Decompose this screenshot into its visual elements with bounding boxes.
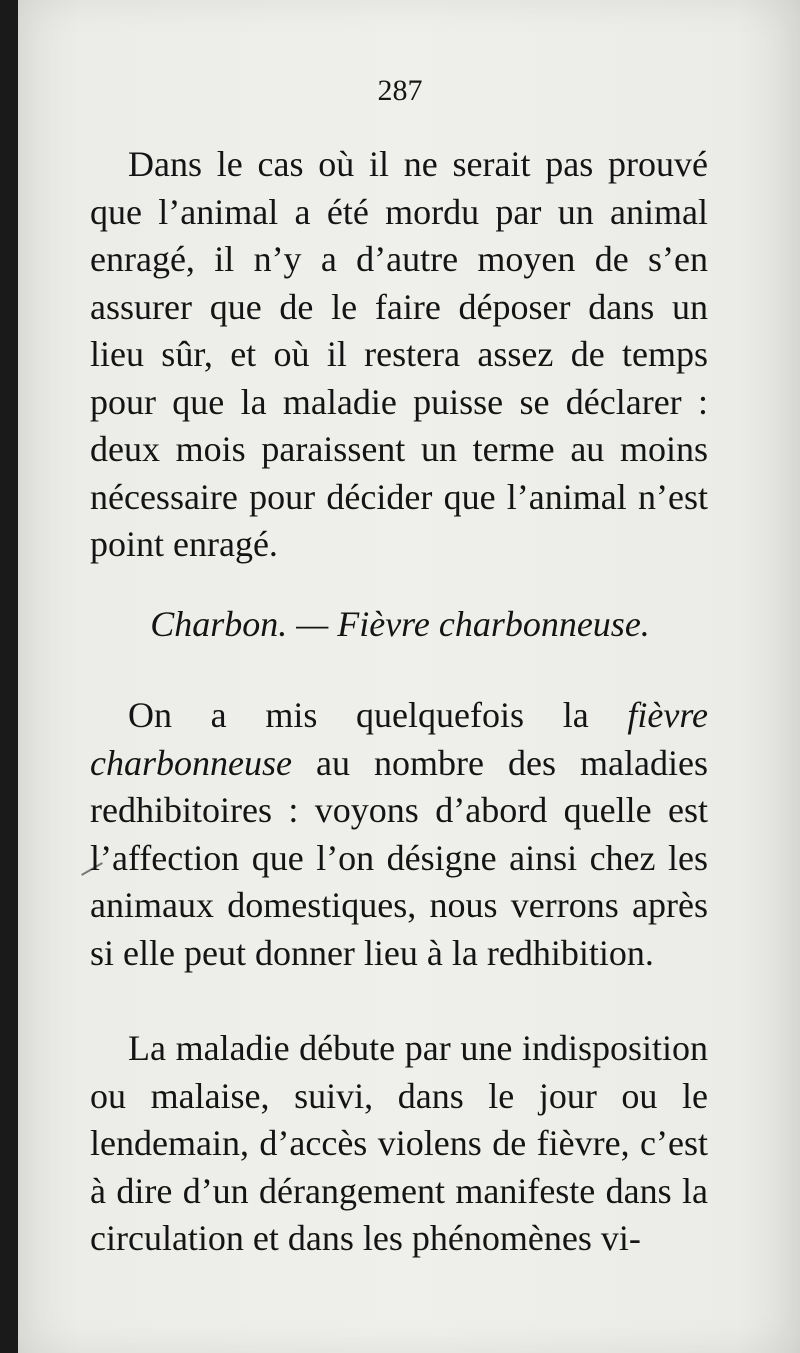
- paragraph-disease-onset: La maladie débute par une indisposition ou malaise, suivi, dans le jour ou le lendemain, d’accès violens de fièvre, c’est à dire d’un dérangement manifeste dans la circulation et dans les phénomènes vi-: [90, 1028, 708, 1258]
- page-number: 287: [377, 74, 423, 107]
- paragraph-charbon-intro: [90, 692, 708, 977]
- paragraph-rest: au nombre des maladies redhibitoires : voyons d’abord quelle est l’affection que l’on désigne ainsi chez les animaux domestiques, nous verrons après si elle peut donner lieu à la redhibition.: [90, 742, 708, 973]
- paragraph-lead: On a mis quelquefois la: [128, 695, 628, 735]
- paragraph-rabies-proof: Dans le cas où il ne serait pas prouvé que l’animal a été mordu par un animal enragé, il n’y a d’autre moyen de s’en assurer que de le faire déposer dans un lieu sûr, et où il restera assez de temps pour que la maladie puisse se déclarer : deux mois paraissent un terme au moins nécessaire pour décider que l’animal n’est point enragé.: [90, 144, 708, 564]
- italic-term: fièvre charbonneuse: [90, 695, 708, 783]
- section-heading: Charbon. — Fièvre charbonneuse.: [150, 604, 650, 644]
